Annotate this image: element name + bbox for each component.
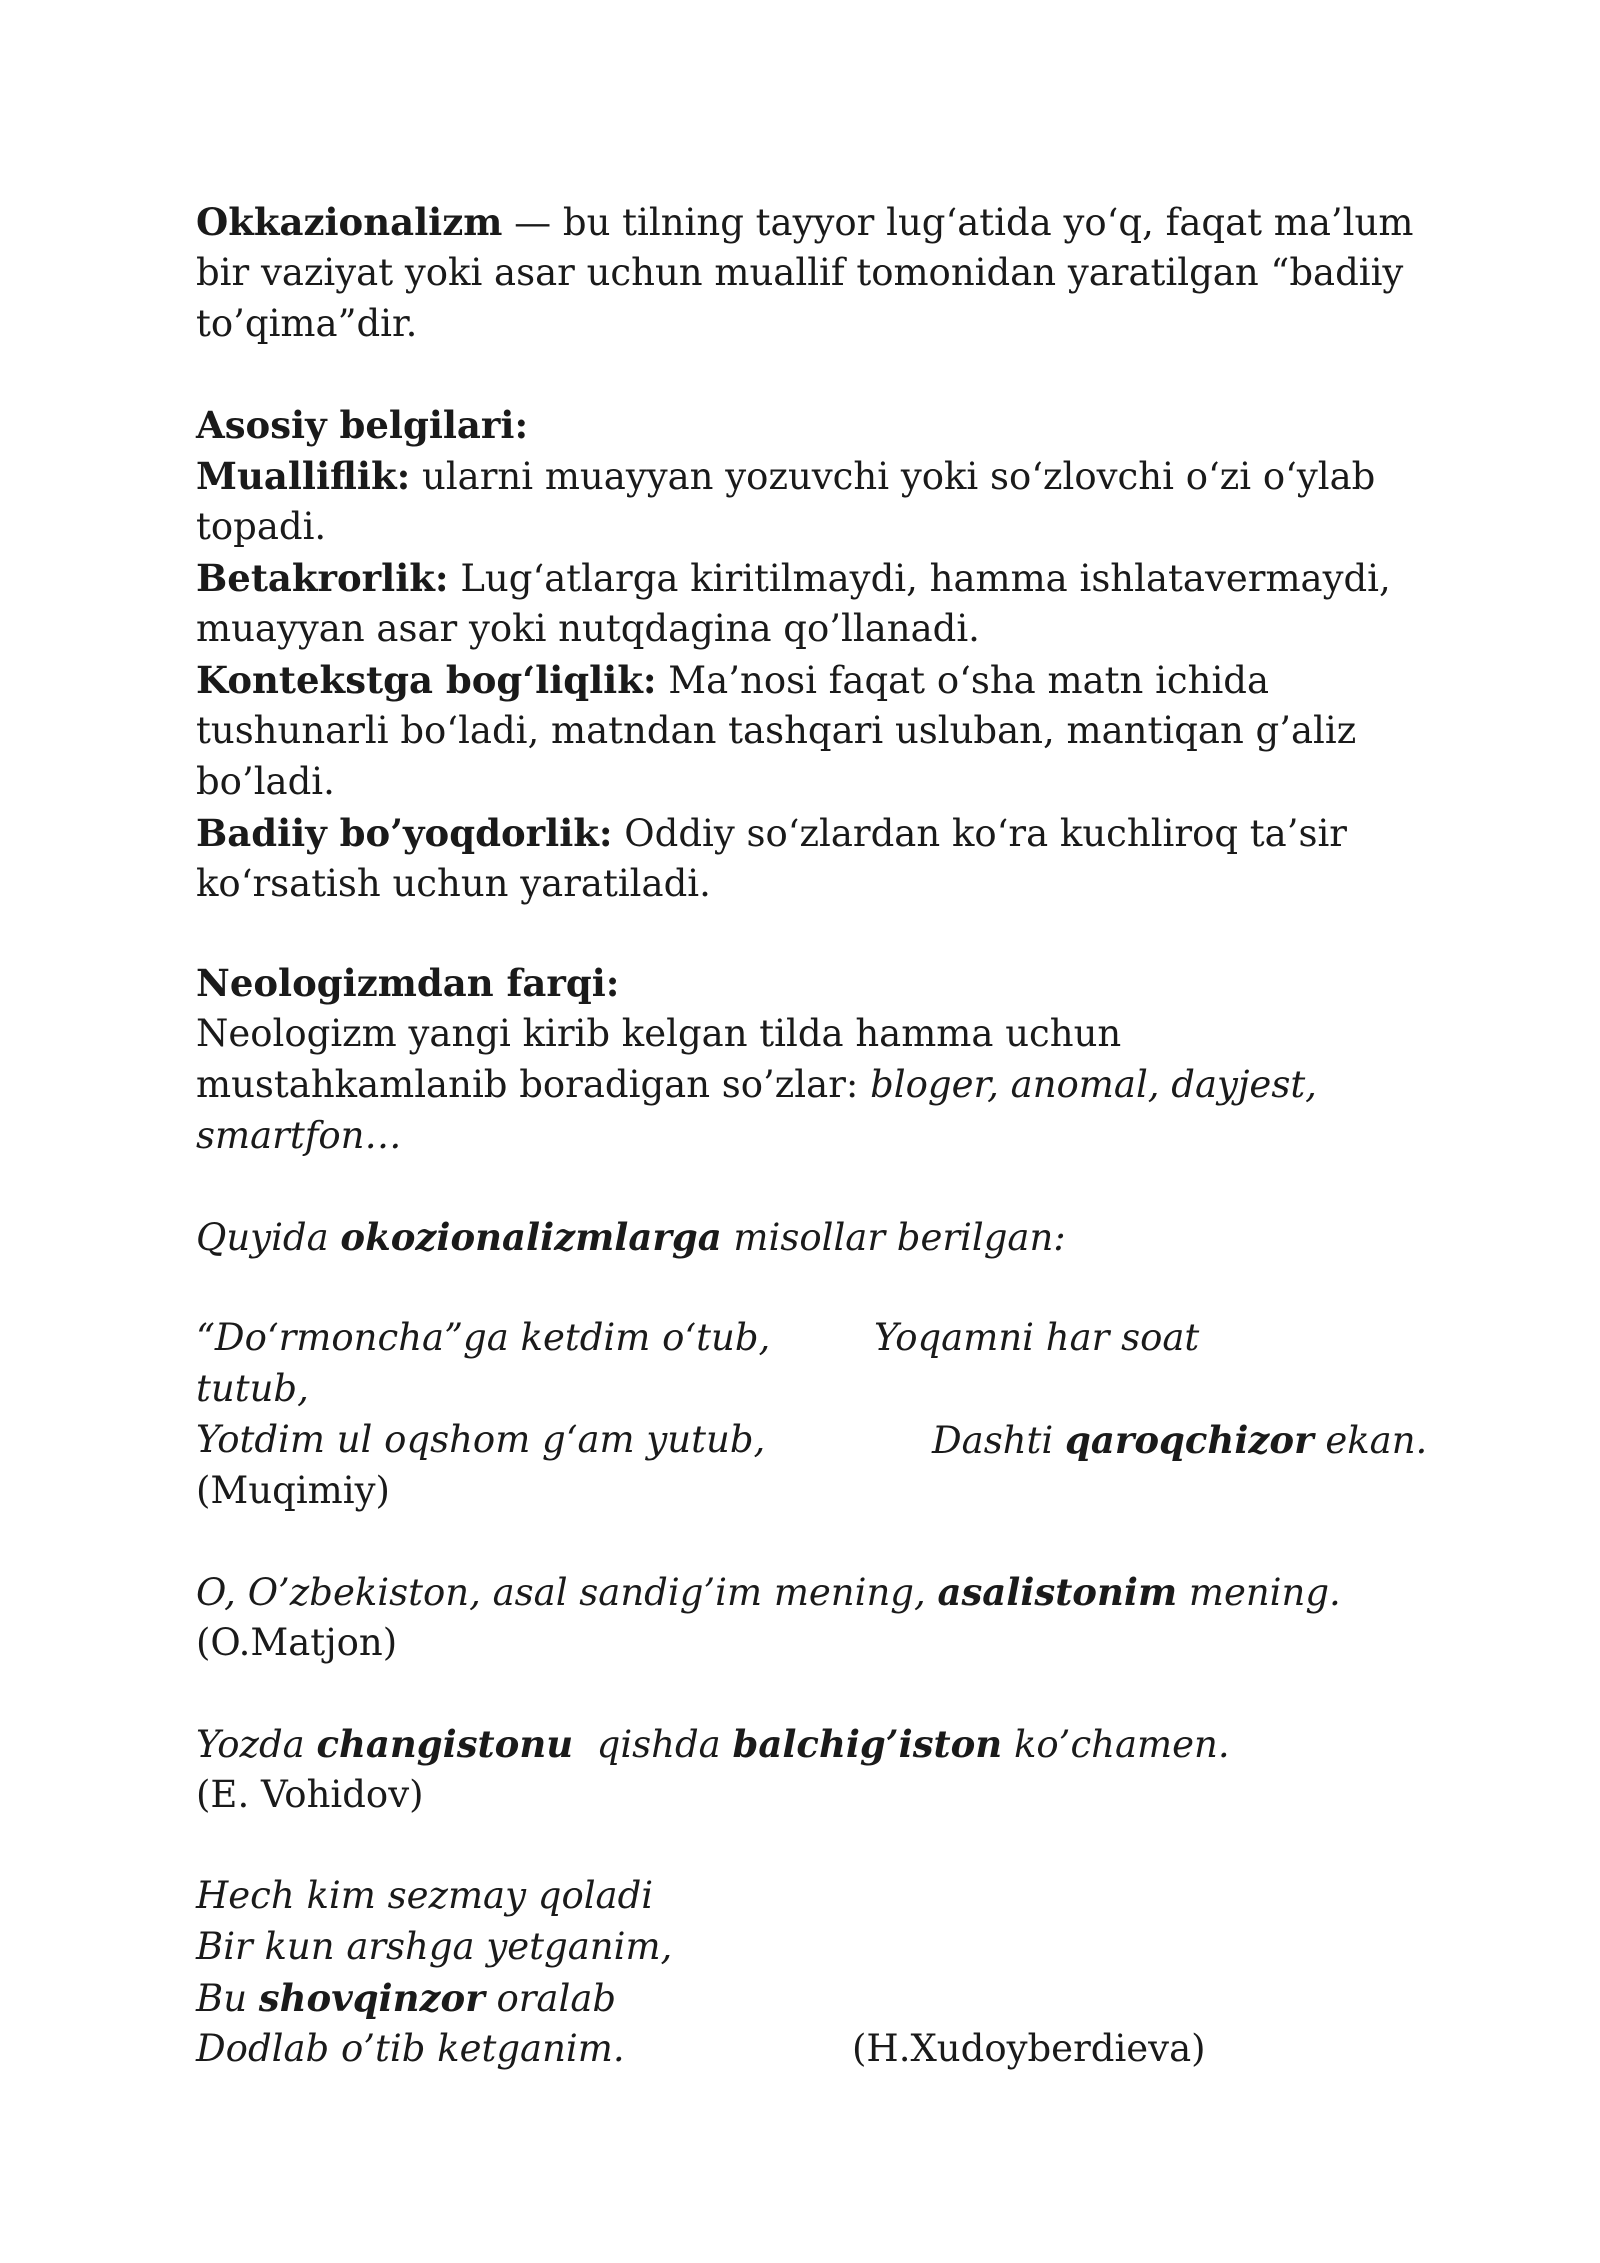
example1-author: (Muqimiy) [196, 1469, 390, 1512]
difference-line-1: Neologizm yangi kirib kelgan tilda hamma uchun [196, 1012, 1122, 1055]
feature-text-cont: bo’ladi. [196, 760, 335, 803]
difference-text: mustahkamlanib boradigan so’zlar: [196, 1063, 871, 1106]
example-text: ko’chamen. [1002, 1723, 1230, 1766]
example1-line1-left: “Do‘rmoncha”ga ketdim o‘tub, [196, 1316, 771, 1359]
difference-heading: Neologizmdan farqi: [196, 961, 620, 1005]
difference-line-3: smartfon… [196, 1114, 402, 1157]
example4-line1: Hech kim sezmay qoladi [196, 1874, 654, 1917]
feature-badiiy [196, 808, 1347, 859]
example4-author: (H.Xudoyberdieva) [852, 2027, 1206, 2070]
feature-text-cont: muayyan asar yoki nutqdagina qo’llanadi. [196, 607, 980, 650]
example1-line1-right: Yoqamni har soat [874, 1316, 1200, 1359]
feature-term: Kontekstga bog‘liqlik: [196, 658, 657, 702]
example3-author: (E. Vohidov) [196, 1773, 424, 1816]
example4-line2: Bir kun arshga yetganim, [196, 1925, 673, 1968]
feature-text: Ma’nosi faqat o‘sha matn ichida [656, 659, 1270, 702]
feature-betakrorlik [196, 553, 1391, 604]
example-text: oralab [484, 1977, 617, 2020]
feature-text-cont: ko‘rsatish uchun yaratiladi. [196, 862, 711, 905]
example1-line2: tutub, [196, 1367, 309, 1410]
example-text: ekan. [1313, 1419, 1428, 1462]
feature-text: Oddiy so‘zlardan ko‘ra kuchliroq ta’sir [612, 812, 1347, 855]
example-text: mening. [1177, 1571, 1341, 1614]
feature-term: Mualliflik: [196, 454, 411, 498]
intro-text: misollar berilgan: [721, 1216, 1066, 1259]
example3-line [196, 1719, 1230, 1770]
difference-line-2 [196, 1060, 1317, 1110]
intro-text: Quyida [196, 1216, 341, 1259]
feature-text-cont: tushunarli bo‘ladi, matndan tashqari usluban, mantiqan g’aliz [196, 709, 1357, 752]
feature-kontekstga [196, 655, 1269, 706]
feature-mualliflik [196, 451, 1375, 502]
definition-line-1 [196, 197, 1413, 248]
example-bold-word: changistonu [316, 1722, 574, 1766]
definition-line-3: to’qima”dir. [196, 302, 418, 345]
example4-line3 [196, 1973, 616, 2024]
feature-text: ularni muayyan yozuvchi yoki so‘zlovchi o‘zi o‘ylab [410, 455, 1376, 498]
example-bold-word: asalistonim [937, 1570, 1178, 1614]
example2-author: (O.Matjon) [196, 1621, 398, 1664]
feature-text-cont: topadi. [196, 505, 327, 548]
example-bold-word: balchig’iston [732, 1722, 1003, 1766]
examples-intro [196, 1212, 1066, 1263]
example-text: Yozda [196, 1723, 317, 1766]
example-text: O, O’zbekiston, asal sandig’im mening, [196, 1571, 938, 1614]
example1-line3-left: Yotdim ul oqshom g‘am yutub, [196, 1418, 766, 1461]
example4-line4: Dodlab o’tib ketganim. [196, 2027, 625, 2070]
example-bold-word: qaroqchizor [1065, 1418, 1314, 1462]
example2-line [196, 1567, 1341, 1618]
definition-term: Okkazionalizm [196, 200, 503, 244]
feature-term: Betakrorlik: [196, 556, 449, 600]
feature-text: Lug‘atlarga kiritilmaydi, hamma ishlatavermaydi, [448, 557, 1391, 600]
example-text: Bu [196, 1977, 259, 2020]
example-bold-word: shovqinzor [258, 1976, 485, 2020]
features-heading: Asosiy belgilari: [196, 403, 529, 447]
intro-bold: okozionalizmlarga [340, 1215, 722, 1259]
difference-examples: bloger, anomal, dayjest, [870, 1063, 1317, 1106]
example-text: Dashti [932, 1419, 1066, 1462]
feature-term: Badiiy bo’yoqdorlik: [196, 811, 613, 855]
definition-text: — bu tilning tayyor lug‘atida yo‘q, faqat ma’lum [502, 201, 1414, 244]
example1-line3-right [932, 1415, 1427, 1466]
example-text: qishda [573, 1723, 733, 1766]
definition-line-2: bir vaziyat yoki asar uchun muallif tomonidan yaratilgan “badiiy [196, 251, 1404, 294]
